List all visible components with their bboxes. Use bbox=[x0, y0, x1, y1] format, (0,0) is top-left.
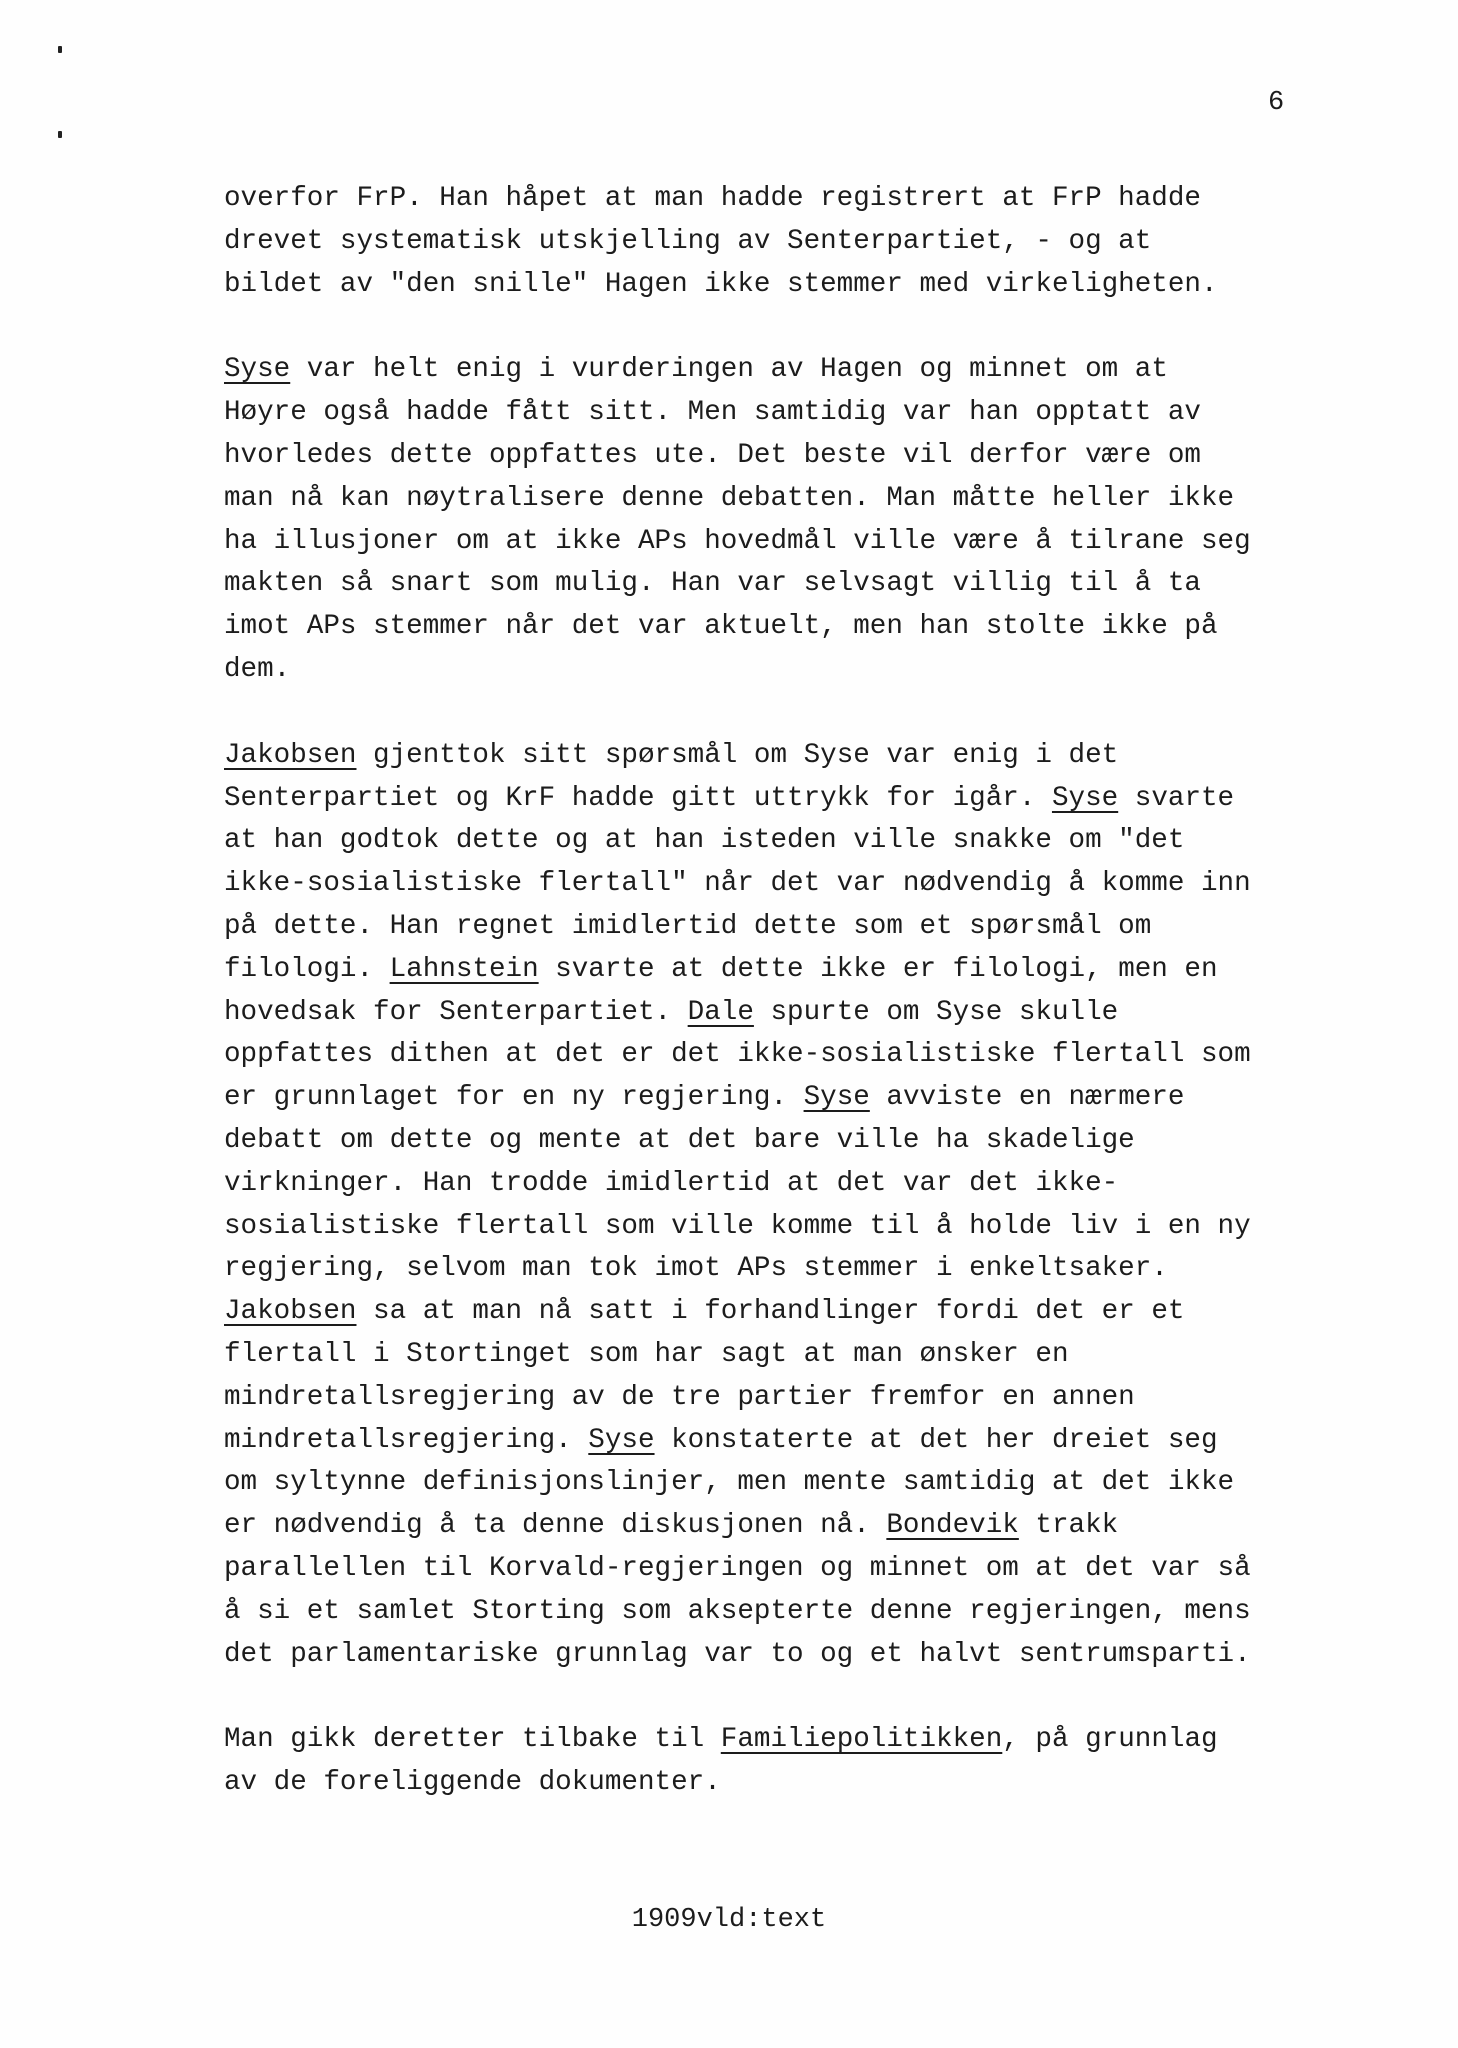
speaker-name: Syse bbox=[588, 1424, 655, 1456]
speaker-name: Jakobsen bbox=[224, 1296, 357, 1328]
text-segment: flertall i Stortinget som har sagt at man ønsker en bbox=[224, 1338, 1069, 1370]
text-segment: imot APs stemmer når det var aktuelt, men han stolte ikke på bbox=[224, 611, 1218, 643]
text-segment: mindretallsregjering av de tre partier fremfor en annen bbox=[224, 1381, 1135, 1413]
text-line bbox=[224, 906, 1374, 949]
text-line bbox=[224, 264, 1374, 307]
text-line bbox=[224, 521, 1374, 564]
text-segment: svarte bbox=[1118, 782, 1235, 814]
text-segment: overfor FrP. Han håpet at man hadde registrert at FrP hadde bbox=[224, 183, 1201, 214]
text-segment: konstaterte at det her dreiet seg bbox=[654, 1424, 1218, 1456]
text-line bbox=[224, 735, 1374, 778]
text-line bbox=[224, 863, 1374, 906]
text-segment: Høyre også hadde fått sitt. Men samtidig var han opptatt av bbox=[224, 397, 1201, 429]
text-segment: det parlamentariske grunnlag var to og et halvt sentrumsparti. bbox=[224, 1638, 1251, 1670]
text-segment: sa at man nå satt i forhandlinger fordi det er et bbox=[356, 1296, 1185, 1328]
speaker-name: Dale bbox=[687, 996, 754, 1028]
scan-mark bbox=[58, 46, 62, 53]
text-segment: av de foreliggende dokumenter. bbox=[224, 1767, 721, 1799]
text-segment: bildet av "den snille" Hagen ikke stemmer med virkeligheten. bbox=[224, 268, 1218, 300]
text-segment: filologi. bbox=[224, 953, 390, 985]
text-segment: debatt om dette og mente at det bare ville ha skadelige bbox=[224, 1124, 1135, 1156]
text-segment: ha illusjoner om at ikke APs hovedmål ville være å tilrane seg bbox=[224, 525, 1251, 557]
text-segment: spurte om Syse skulle bbox=[753, 996, 1119, 1028]
text-segment: er grunnlaget for en ny regjering. bbox=[224, 1082, 804, 1114]
text-segment: drevet systematisk utskjelling av Senterpartiet, - og at bbox=[224, 225, 1152, 257]
text-segment: hovedsak for Senterpartiet. bbox=[224, 996, 688, 1028]
page-number: 6 bbox=[1268, 88, 1285, 118]
text-line bbox=[224, 1163, 1374, 1206]
text-line bbox=[224, 649, 1374, 692]
text-line bbox=[224, 1077, 1374, 1120]
text-line bbox=[224, 1248, 1374, 1291]
text-segment: er nødvendig å ta denne diskusjonen nå. bbox=[224, 1510, 887, 1542]
paragraph bbox=[224, 1719, 1374, 1805]
text-line bbox=[224, 1120, 1374, 1163]
text-line bbox=[224, 1762, 1374, 1805]
text-line bbox=[224, 221, 1374, 264]
text-line bbox=[224, 1634, 1374, 1677]
text-line bbox=[224, 1291, 1374, 1334]
text-segment: å si et samlet Storting som aksepterte denne regjeringen, mens bbox=[224, 1595, 1251, 1627]
text-segment: at han godtok dette og at han isteden ville snakke om "det bbox=[224, 825, 1185, 857]
text-line bbox=[224, 178, 1374, 221]
speaker-name: Bondevik bbox=[886, 1510, 1019, 1542]
document-body bbox=[224, 178, 1374, 1848]
text-line bbox=[224, 1719, 1374, 1762]
text-segment: på dette. Han regnet imidlertid dette som et spørsmål om bbox=[224, 910, 1152, 942]
speaker-name: Lahnstein bbox=[389, 953, 539, 985]
text-line bbox=[224, 1548, 1374, 1591]
text-segment: gjenttok sitt spørsmål om Syse var enig i det bbox=[356, 739, 1119, 771]
paragraph bbox=[224, 178, 1374, 306]
text-line bbox=[224, 1377, 1374, 1420]
text-segment: Senterpartiet og KrF hadde gitt uttrykk for igår. bbox=[224, 782, 1052, 814]
text-line bbox=[224, 1034, 1374, 1077]
speaker-name: Syse bbox=[224, 354, 291, 386]
scan-mark bbox=[58, 131, 62, 138]
text-segment: sosialistiske flertall som ville komme til å holde liv i en ny bbox=[224, 1210, 1251, 1242]
text-line bbox=[224, 1462, 1374, 1505]
text-segment: ikke-sosialistiske flertall" når det var nødvendig å komme inn bbox=[224, 868, 1251, 900]
text-segment: parallellen til Korvald-regjeringen og minnet om at det var så bbox=[224, 1552, 1251, 1584]
text-line bbox=[224, 1206, 1374, 1249]
text-line bbox=[224, 563, 1374, 606]
speaker-name: Jakobsen bbox=[224, 739, 357, 771]
text-segment: regjering, selvom man tok imot APs stemmer i enkeltsaker. bbox=[224, 1253, 1168, 1285]
text-line bbox=[224, 1591, 1374, 1634]
text-segment: , på grunnlag bbox=[1002, 1724, 1218, 1756]
speaker-name: Syse bbox=[803, 1082, 870, 1114]
text-segment: oppfattes dithen at det er det ikke-sosialistiske flertall som bbox=[224, 1039, 1251, 1071]
text-segment: dem. bbox=[224, 653, 291, 685]
speaker-name: Syse bbox=[1051, 782, 1119, 814]
text-line bbox=[224, 392, 1374, 435]
text-segment: mindretallsregjering. bbox=[224, 1424, 589, 1456]
text-line bbox=[224, 606, 1374, 649]
document-reference-footer: 1909vld:text bbox=[631, 1905, 827, 1935]
text-segment: man nå kan nøytralisere denne debatten. Man måtte heller ikke bbox=[224, 482, 1235, 514]
text-line bbox=[224, 1334, 1374, 1377]
text-segment: makten så snart som mulig. Han var selvsagt villig til å ta bbox=[224, 568, 1201, 600]
text-segment: hvorledes dette oppfattes ute. Det beste vil derfor være om bbox=[224, 439, 1201, 471]
paragraph bbox=[224, 735, 1374, 1677]
text-line bbox=[224, 778, 1374, 821]
text-segment: virkninger. Han trodde imidlertid at det var det ikke- bbox=[224, 1167, 1119, 1199]
text-line bbox=[224, 1420, 1374, 1463]
text-segment: var helt enig i vurderingen av Hagen og minnet om at bbox=[290, 354, 1168, 386]
text-segment: trakk bbox=[1018, 1510, 1119, 1542]
text-line bbox=[224, 1505, 1374, 1548]
text-line bbox=[224, 349, 1374, 392]
text-line bbox=[224, 949, 1374, 992]
speaker-name: Familiepolitikken bbox=[720, 1724, 1003, 1756]
text-line bbox=[224, 478, 1374, 521]
text-line bbox=[224, 435, 1374, 478]
text-segment: svarte at dette ikke er filologi, men en bbox=[538, 953, 1218, 985]
text-segment: Man gikk deretter tilbake til bbox=[224, 1724, 721, 1756]
text-line bbox=[224, 820, 1374, 863]
text-segment: om syltynne definisjonslinjer, men mente samtidig at det ikke bbox=[224, 1467, 1235, 1499]
text-segment: avviste en nærmere bbox=[869, 1082, 1185, 1114]
text-line bbox=[224, 992, 1374, 1035]
paragraph bbox=[224, 349, 1374, 691]
